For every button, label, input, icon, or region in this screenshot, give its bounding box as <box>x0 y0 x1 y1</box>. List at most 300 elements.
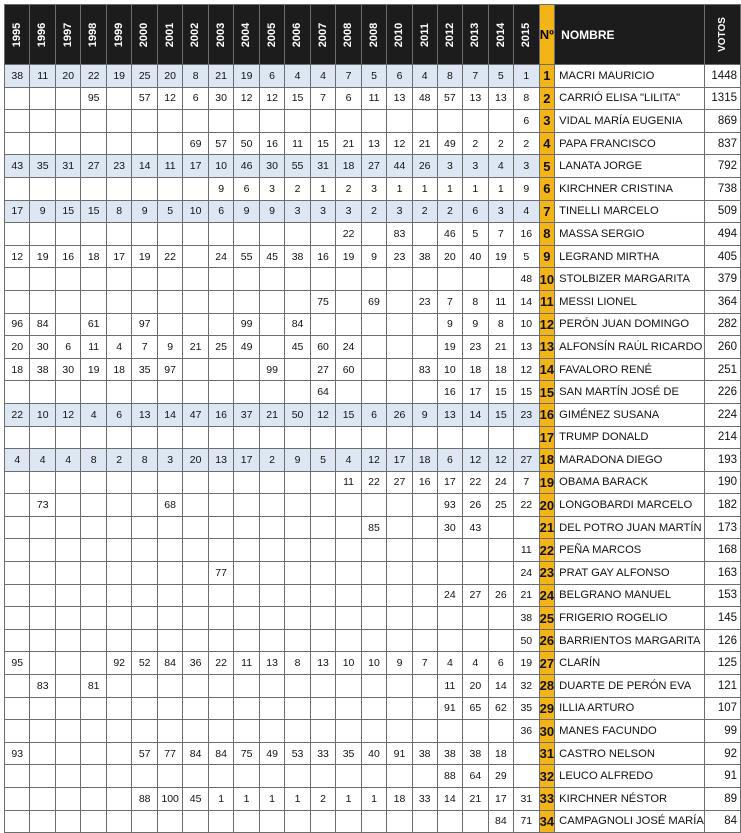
year-rank-cell: 18 <box>106 358 131 381</box>
year-rank-cell <box>5 810 30 833</box>
year-rank-cell <box>157 268 182 291</box>
year-rank-cell: 45 <box>183 788 208 811</box>
person-name: PERÓN JUAN DOMINGO <box>555 313 705 336</box>
year-rank-cell: 95 <box>5 652 30 675</box>
year-rank-cell <box>55 177 80 200</box>
year-rank-cell: 23 <box>387 245 412 268</box>
year-rank-cell: 1 <box>488 177 513 200</box>
year-rank-cell: 8 <box>106 200 131 223</box>
year-rank-cell <box>361 697 386 720</box>
year-rank-cell <box>310 494 335 517</box>
year-rank-cell: 83 <box>30 675 55 698</box>
year-rank-cell <box>81 697 106 720</box>
year-rank-cell <box>259 675 284 698</box>
year-rank-cell <box>132 675 157 698</box>
year-rank-cell: 3 <box>157 449 182 472</box>
year-rank-cell <box>310 584 335 607</box>
person-name: MESSI LIONEL <box>555 290 705 313</box>
table-row <box>5 607 741 630</box>
person-name: DUARTE DE PERÓN EVA <box>555 675 705 698</box>
year-rank-cell: 57 <box>132 87 157 110</box>
year-rank-cell <box>55 810 80 833</box>
year-rank-cell: 18 <box>336 155 361 178</box>
year-header: 2004 <box>234 5 259 65</box>
year-rank-cell: 6 <box>488 652 513 675</box>
year-rank-cell: 93 <box>5 742 30 765</box>
year-rank-cell <box>387 539 412 562</box>
year-rank-cell <box>55 697 80 720</box>
year-rank-cell <box>208 516 233 539</box>
number-header: Nº <box>539 5 555 65</box>
person-name: PRAT GAY ALFONSO <box>555 562 705 585</box>
year-rank-cell <box>106 110 131 133</box>
year-rank-cell: 27 <box>310 358 335 381</box>
year-rank-cell: 84 <box>208 742 233 765</box>
year-rank-cell: 9 <box>437 313 462 336</box>
year-rank-cell: 13 <box>132 403 157 426</box>
year-rank-cell <box>132 697 157 720</box>
year-rank-cell <box>55 539 80 562</box>
year-rank-cell: 31 <box>514 788 539 811</box>
year-rank-cell: 11 <box>234 652 259 675</box>
year-rank-cell <box>259 562 284 585</box>
year-rank-cell <box>5 223 30 246</box>
year-rank-cell <box>361 810 386 833</box>
year-rank-cell <box>336 720 361 743</box>
year-rank-cell: 4 <box>81 403 106 426</box>
year-rank-cell <box>55 788 80 811</box>
year-rank-cell: 10 <box>208 155 233 178</box>
year-rank-cell <box>81 268 106 291</box>
vote-count: 91 <box>705 765 741 788</box>
year-rank-cell <box>463 539 488 562</box>
year-rank-cell <box>285 584 310 607</box>
year-rank-cell: 4 <box>106 336 131 359</box>
vote-count: 153 <box>705 584 741 607</box>
year-rank-cell: 97 <box>132 313 157 336</box>
year-rank-cell: 38 <box>5 65 30 88</box>
year-rank-cell <box>81 607 106 630</box>
year-rank-cell: 46 <box>234 155 259 178</box>
year-rank-cell <box>387 110 412 133</box>
year-rank-cell <box>387 516 412 539</box>
year-rank-cell: 9 <box>208 177 233 200</box>
year-rank-cell: 15 <box>336 403 361 426</box>
year-rank-cell: 7 <box>336 65 361 88</box>
year-rank-cell: 9 <box>132 200 157 223</box>
year-rank-cell <box>81 381 106 404</box>
year-rank-cell: 12 <box>157 87 182 110</box>
year-rank-cell <box>183 110 208 133</box>
year-rank-cell <box>412 223 437 246</box>
year-rank-cell <box>437 426 462 449</box>
rank-number: 17 <box>539 426 555 449</box>
year-rank-cell: 8 <box>132 449 157 472</box>
year-rank-cell <box>361 426 386 449</box>
rank-number: 27 <box>539 652 555 675</box>
year-rank-cell <box>183 177 208 200</box>
year-rank-cell: 9 <box>285 449 310 472</box>
year-rank-cell <box>285 494 310 517</box>
vote-count: 738 <box>705 177 741 200</box>
year-rank-cell: 22 <box>361 471 386 494</box>
year-rank-cell <box>463 110 488 133</box>
vote-count: 126 <box>705 629 741 652</box>
year-rank-cell <box>5 87 30 110</box>
year-rank-cell: 22 <box>208 652 233 675</box>
year-rank-cell: 10 <box>361 652 386 675</box>
year-rank-cell: 3 <box>361 177 386 200</box>
vote-count: 163 <box>705 562 741 585</box>
year-rank-cell: 50 <box>514 629 539 652</box>
year-rank-cell <box>157 313 182 336</box>
rank-number: 26 <box>539 629 555 652</box>
year-rank-cell: 8 <box>463 290 488 313</box>
year-rank-cell <box>310 765 335 788</box>
rank-number: 34 <box>539 810 555 833</box>
year-rank-cell <box>132 494 157 517</box>
vote-count: 190 <box>705 471 741 494</box>
rank-number: 24 <box>539 584 555 607</box>
year-rank-cell: 26 <box>412 155 437 178</box>
year-rank-cell: 18 <box>488 742 513 765</box>
year-rank-cell <box>259 629 284 652</box>
year-rank-cell <box>387 313 412 336</box>
year-rank-cell <box>55 426 80 449</box>
year-rank-cell: 18 <box>412 449 437 472</box>
year-rank-cell <box>514 765 539 788</box>
year-rank-cell: 23 <box>412 290 437 313</box>
person-name: MANES FACUNDO <box>555 720 705 743</box>
year-rank-cell <box>387 426 412 449</box>
year-rank-cell: 1 <box>336 788 361 811</box>
year-rank-cell: 13 <box>361 132 386 155</box>
table-row <box>5 562 741 585</box>
year-rank-cell <box>106 810 131 833</box>
year-header: 2002 <box>183 5 208 65</box>
year-rank-cell: 5 <box>157 200 182 223</box>
year-rank-cell: 9 <box>157 336 182 359</box>
year-rank-cell: 12 <box>55 403 80 426</box>
year-rank-cell: 21 <box>463 788 488 811</box>
year-rank-cell: 38 <box>412 742 437 765</box>
year-rank-cell: 7 <box>514 471 539 494</box>
year-rank-cell <box>387 562 412 585</box>
year-rank-cell <box>30 110 55 133</box>
year-rank-cell <box>208 494 233 517</box>
year-rank-cell: 44 <box>387 155 412 178</box>
year-rank-cell: 13 <box>488 87 513 110</box>
table-row <box>5 516 741 539</box>
year-rank-cell: 7 <box>412 652 437 675</box>
year-rank-cell: 17 <box>387 449 412 472</box>
year-rank-cell <box>310 426 335 449</box>
table-row <box>5 132 741 155</box>
year-rank-cell: 20 <box>5 336 30 359</box>
vote-count: 173 <box>705 516 741 539</box>
year-rank-cell <box>157 290 182 313</box>
year-rank-cell: 6 <box>106 403 131 426</box>
year-rank-cell <box>5 675 30 698</box>
year-rank-cell <box>310 697 335 720</box>
year-rank-cell: 84 <box>285 313 310 336</box>
year-rank-cell: 35 <box>132 358 157 381</box>
year-rank-cell: 3 <box>259 177 284 200</box>
year-rank-cell <box>463 810 488 833</box>
year-rank-cell <box>208 110 233 133</box>
year-rank-cell: 50 <box>285 403 310 426</box>
year-rank-cell <box>310 539 335 562</box>
year-header: 2005 <box>259 5 284 65</box>
year-rank-cell <box>55 562 80 585</box>
year-rank-cell: 4 <box>336 449 361 472</box>
year-rank-cell: 27 <box>81 155 106 178</box>
year-rank-cell: 11 <box>336 471 361 494</box>
year-rank-cell <box>234 810 259 833</box>
year-rank-cell <box>55 471 80 494</box>
year-rank-cell <box>55 516 80 539</box>
year-rank-cell <box>132 607 157 630</box>
rank-number: 9 <box>539 245 555 268</box>
year-rank-cell <box>234 223 259 246</box>
year-rank-cell <box>437 720 462 743</box>
year-rank-cell: 53 <box>285 742 310 765</box>
year-rank-cell <box>55 765 80 788</box>
year-rank-cell <box>183 516 208 539</box>
year-rank-cell: 2 <box>285 177 310 200</box>
year-rank-cell <box>412 494 437 517</box>
year-rank-cell: 20 <box>157 65 182 88</box>
year-rank-cell <box>208 539 233 562</box>
year-rank-cell <box>208 584 233 607</box>
vote-count: 1315 <box>705 87 741 110</box>
year-rank-cell <box>132 132 157 155</box>
year-rank-cell <box>208 675 233 698</box>
year-rank-cell: 19 <box>336 245 361 268</box>
year-rank-cell: 71 <box>514 810 539 833</box>
person-name: PAPA FRANCISCO <box>555 132 705 155</box>
year-rank-cell: 16 <box>55 245 80 268</box>
year-rank-cell: 18 <box>488 358 513 381</box>
year-rank-cell <box>81 110 106 133</box>
year-rank-cell: 49 <box>234 336 259 359</box>
year-rank-cell: 26 <box>463 494 488 517</box>
year-rank-cell: 77 <box>157 742 182 765</box>
year-rank-cell <box>106 584 131 607</box>
year-rank-cell <box>106 607 131 630</box>
year-rank-cell: 17 <box>437 471 462 494</box>
year-rank-cell: 13 <box>463 87 488 110</box>
table-row <box>5 765 741 788</box>
vote-count: 125 <box>705 652 741 675</box>
person-name: BELGRANO MANUEL <box>555 584 705 607</box>
vote-count: 792 <box>705 155 741 178</box>
year-rank-cell: 35 <box>336 742 361 765</box>
year-rank-cell <box>106 132 131 155</box>
year-rank-cell: 18 <box>81 245 106 268</box>
year-rank-cell: 10 <box>437 358 462 381</box>
year-rank-cell: 30 <box>437 516 462 539</box>
year-rank-cell <box>285 562 310 585</box>
year-rank-cell: 13 <box>310 652 335 675</box>
year-rank-cell <box>208 426 233 449</box>
year-rank-cell: 6 <box>387 65 412 88</box>
year-rank-cell <box>132 584 157 607</box>
year-rank-cell <box>208 810 233 833</box>
year-rank-cell: 8 <box>183 65 208 88</box>
year-rank-cell <box>336 426 361 449</box>
year-rank-cell: 62 <box>488 697 513 720</box>
vote-count: 1448 <box>705 65 741 88</box>
ranking-table <box>4 4 741 833</box>
year-rank-cell <box>234 629 259 652</box>
year-rank-cell: 4 <box>463 652 488 675</box>
year-rank-cell <box>55 87 80 110</box>
year-rank-cell <box>234 584 259 607</box>
year-rank-cell <box>30 765 55 788</box>
year-rank-cell <box>208 697 233 720</box>
year-rank-cell: 12 <box>310 403 335 426</box>
year-rank-cell <box>361 223 386 246</box>
year-rank-cell <box>285 381 310 404</box>
year-rank-cell <box>183 426 208 449</box>
year-rank-cell <box>183 358 208 381</box>
year-rank-cell: 26 <box>488 584 513 607</box>
year-rank-cell: 1 <box>285 788 310 811</box>
year-rank-cell: 2 <box>310 788 335 811</box>
year-rank-cell: 3 <box>336 200 361 223</box>
rank-number: 30 <box>539 720 555 743</box>
year-rank-cell <box>5 720 30 743</box>
year-rank-cell <box>412 607 437 630</box>
year-rank-cell: 4 <box>30 449 55 472</box>
year-rank-cell <box>285 697 310 720</box>
year-rank-cell <box>157 810 182 833</box>
year-rank-cell: 8 <box>437 65 462 88</box>
year-rank-cell <box>387 381 412 404</box>
year-rank-cell: 1 <box>361 788 386 811</box>
year-rank-cell <box>183 290 208 313</box>
year-rank-cell: 30 <box>259 155 284 178</box>
year-rank-cell <box>157 539 182 562</box>
year-rank-cell: 1 <box>259 788 284 811</box>
year-rank-cell: 1 <box>437 177 462 200</box>
year-rank-cell: 97 <box>157 358 182 381</box>
year-rank-cell: 11 <box>81 336 106 359</box>
year-rank-cell: 60 <box>310 336 335 359</box>
year-rank-cell: 9 <box>361 245 386 268</box>
year-rank-cell <box>412 268 437 291</box>
year-rank-cell: 1 <box>208 788 233 811</box>
year-rank-cell <box>183 697 208 720</box>
year-rank-cell: 45 <box>285 336 310 359</box>
year-rank-cell <box>412 110 437 133</box>
year-rank-cell: 14 <box>488 675 513 698</box>
year-rank-cell: 57 <box>437 87 462 110</box>
header-row <box>5 5 741 65</box>
person-name: GIMÉNEZ SUSANA <box>555 403 705 426</box>
year-rank-cell <box>437 607 462 630</box>
year-rank-cell <box>106 788 131 811</box>
year-rank-cell: 6 <box>336 87 361 110</box>
year-rank-cell <box>488 629 513 652</box>
year-rank-cell <box>336 268 361 291</box>
table-row <box>5 155 741 178</box>
year-rank-cell: 3 <box>488 200 513 223</box>
year-rank-cell: 55 <box>285 155 310 178</box>
year-rank-cell: 5 <box>514 245 539 268</box>
year-rank-cell: 3 <box>514 155 539 178</box>
vote-count: 168 <box>705 539 741 562</box>
year-rank-cell: 35 <box>514 697 539 720</box>
year-rank-cell <box>183 313 208 336</box>
year-rank-cell <box>106 494 131 517</box>
table-row <box>5 403 741 426</box>
year-rank-cell: 11 <box>488 290 513 313</box>
year-rank-cell <box>157 720 182 743</box>
year-rank-cell <box>132 539 157 562</box>
year-rank-cell: 17 <box>5 200 30 223</box>
year-rank-cell <box>132 562 157 585</box>
year-rank-cell <box>259 110 284 133</box>
year-rank-cell <box>259 810 284 833</box>
year-rank-cell <box>183 765 208 788</box>
year-rank-cell: 6 <box>234 177 259 200</box>
year-rank-cell <box>336 381 361 404</box>
year-header: 1996 <box>30 5 55 65</box>
year-rank-cell <box>55 110 80 133</box>
year-rank-cell <box>183 675 208 698</box>
year-rank-cell <box>259 720 284 743</box>
year-rank-cell: 3 <box>463 155 488 178</box>
year-rank-cell <box>361 765 386 788</box>
year-rank-cell <box>234 290 259 313</box>
year-rank-cell <box>106 720 131 743</box>
rank-number: 28 <box>539 675 555 698</box>
year-rank-cell: 5 <box>361 65 386 88</box>
year-rank-cell <box>5 494 30 517</box>
year-rank-cell <box>5 426 30 449</box>
year-rank-cell <box>81 494 106 517</box>
year-rank-cell <box>514 742 539 765</box>
year-header: 2003 <box>208 5 233 65</box>
year-rank-cell: 27 <box>463 584 488 607</box>
year-rank-cell: 15 <box>514 381 539 404</box>
year-rank-cell: 2 <box>514 132 539 155</box>
year-rank-cell: 18 <box>387 788 412 811</box>
year-rank-cell <box>5 177 30 200</box>
year-rank-cell: 64 <box>463 765 488 788</box>
year-rank-cell: 12 <box>463 449 488 472</box>
year-rank-cell: 38 <box>463 742 488 765</box>
year-rank-cell <box>157 675 182 698</box>
year-rank-cell <box>106 562 131 585</box>
year-header: 2015 <box>514 5 539 65</box>
year-rank-cell: 6 <box>183 87 208 110</box>
year-rank-cell <box>106 742 131 765</box>
year-rank-cell <box>5 110 30 133</box>
vote-count: 145 <box>705 607 741 630</box>
year-rank-cell: 64 <box>310 381 335 404</box>
year-rank-cell <box>285 607 310 630</box>
year-rank-cell: 19 <box>514 652 539 675</box>
rank-number: 4 <box>539 132 555 155</box>
year-rank-cell: 75 <box>310 290 335 313</box>
year-rank-cell <box>157 562 182 585</box>
year-header: 2013 <box>463 5 488 65</box>
year-rank-cell <box>488 607 513 630</box>
year-rank-cell <box>234 697 259 720</box>
